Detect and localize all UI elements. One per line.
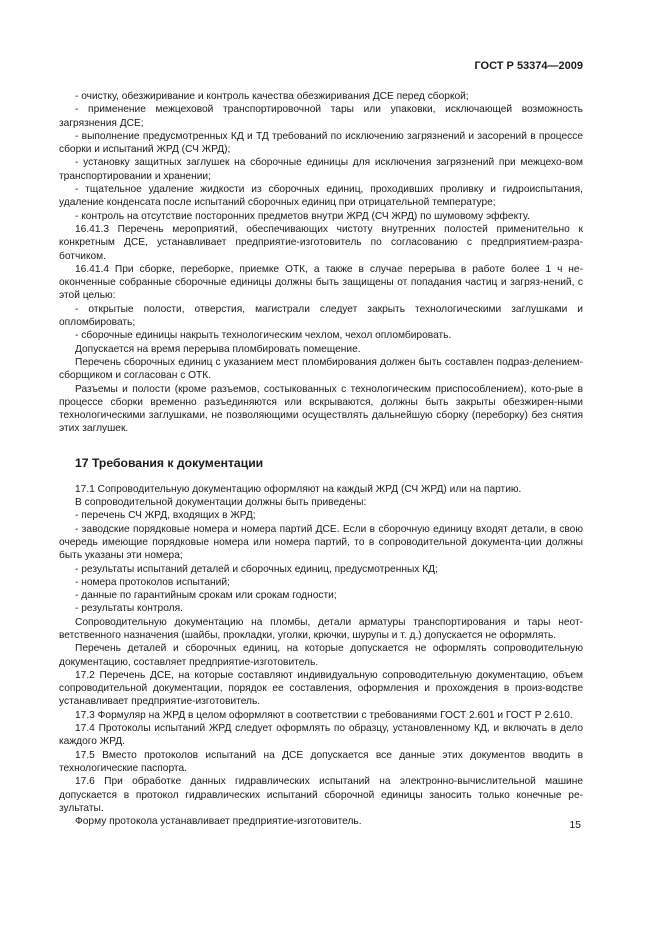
- paragraph: 17.2 Перечень ДСЕ, на которые составляют индивидуальную сопроводительную документацию, объем сопроводительной документации, порядок ее составления, оформления и прохождения в произ-водстве устанавливает предприятие-изготовитель.: [59, 669, 583, 708]
- paragraph: - результаты контроля.: [75, 603, 183, 615]
- paragraph: - очистку, обезжиривание и контроль качества обезжиривания ДСЕ перед сборкой;: [75, 91, 469, 102]
- paragraph: - применение межцеховой транспортировочной тары или упаковки, исключающей возможность загрязнения ДСЕ;: [59, 104, 583, 129]
- paragraph: - перечень СЧ ЖРД, входящих в ЖРД;: [75, 510, 256, 522]
- paragraph: Перечень деталей и сборочных единиц, на которые допускается не оформлять сопроводительную документацию, составляет предприятие-изготовитель.: [59, 643, 583, 668]
- paragraph: Форму протокола устанавливает предприятие-изготовитель.: [75, 816, 362, 828]
- page-number: 15: [569, 819, 581, 831]
- paragraph: - тщательное удаление жидкости из сборочных единиц, проходивших проливку и гидроиспытания, удаление конденсата после испытаний сборочных единиц при отрицательной температуре;: [59, 184, 583, 209]
- paragraph: 17.4 Протоколы испытаний ЖРД следует оформлять по образцу, установленному КД, и включать в дело каждого ЖРД.: [59, 723, 583, 748]
- paragraph: В сопроводительной документации должны быть приведены:: [75, 497, 367, 509]
- paragraph: - данные по гарантийным срокам или срокам годности;: [75, 590, 337, 602]
- paragraph: 16.41.3 Перечень мероприятий, обеспечивающих чистоту внутренних полостей применительно к конкретным ДСЕ, устанавливает предприятие-изготовитель по согласованию с предприятием-разра-ботчиком.: [59, 223, 583, 262]
- paragraph: - сборочные единицы накрыть технологическим чехлом, чехол опломбировать.: [75, 330, 452, 342]
- paragraph: - открытые полости, отверстия, магистрали следует закрыть технологическими заглушками и опломбировать;: [59, 303, 583, 329]
- paragraph: - номера протоколов испытаний;: [75, 576, 230, 588]
- paragraph: - заводские порядковые номера и номера партий ДСЕ. Если в сборочную единицу входят детали, в свою очередь имеющие порядковые номера или номера партий, то в сопроводительной документа-ции должны быть указаны эти номера;: [59, 523, 583, 562]
- document-body: [59, 90, 583, 828]
- paragraph: 17.1 Сопроводительную документацию оформляют на каждый ЖРД (СЧ ЖРД) или на партию.: [75, 483, 522, 495]
- paragraph: 17.6 При обработке данных гидравлических испытаний на электронно-вычислительной машине допускается в протокол гидравлических испытаний сборочной единицы заносить только конечные ре-зультаты.: [59, 776, 583, 814]
- section-title: 17 Требования к документации: [75, 455, 264, 470]
- paragraph: 17.5 Вместо протоколов испытаний на ДСЕ допускается все данные этих документов вводить в технологические паспорта.: [59, 749, 583, 774]
- paragraph: - выполнение предусмотренных КД и ТД требований по исключению загрязнений и засорений в процессе сборки и испытаний ЖРД (СЧ ЖРД);: [59, 130, 583, 156]
- paragraph: Сопроводительную документацию на пломбы, детали арматуры транспортирования и тары неот-ветственного назначения (шайбы, прокладки, уголки, крючки, шурупы и т. д.) допускается не оформлять.: [59, 616, 583, 641]
- paragraph: - установку защитных заглушек на сборочные единицы для исключения загрязнений при межцехо-вом транспортировании и хранении;: [59, 157, 583, 182]
- paragraph: 16.41.4 При сборке, переборке, приемке ОТК, а также в случае перерыва в работе более 1 ч не-оконченные собранные сборочные единицы должны быть защищены от попадания частиц и загряз-нений, с этой целью:: [59, 263, 583, 302]
- paragraph: Разъемы и полости (кроме разъемов, состыкованных с технологическим приспособлением), кото-рые в процессе сборки временно разъединяются или вскрываются, должны быть закрыты обезжирен-ными технологическими заглушками, не позволяющими осуществлять дальнейшую сборку (переборку) без снятия этих заглушек.: [59, 383, 583, 435]
- paragraph: Допускается на время перерыва пломбировать помещение.: [75, 343, 361, 355]
- paragraph: - контроль на отсутствие посторонних предметов внутри ЖРД (СЧ ЖРД) по шумовому эффекту.: [75, 210, 530, 222]
- paragraph: 17.3 Формуляр на ЖРД в целом оформляют в соответствии с требованиями ГОСТ 2.601 и ГОСТ Р 2.610.: [75, 709, 573, 721]
- paragraph: Перечень сборочных единиц с указанием мест пломбирования должен быть составлен подраз-делением-сборщиком и согласован с ОТК.: [59, 356, 583, 382]
- standard-designation: ГОСТ Р 53374—2009: [474, 60, 583, 72]
- paragraph: - результаты испытаний деталей и сборочных единиц, предусмотренных КД;: [75, 563, 438, 575]
